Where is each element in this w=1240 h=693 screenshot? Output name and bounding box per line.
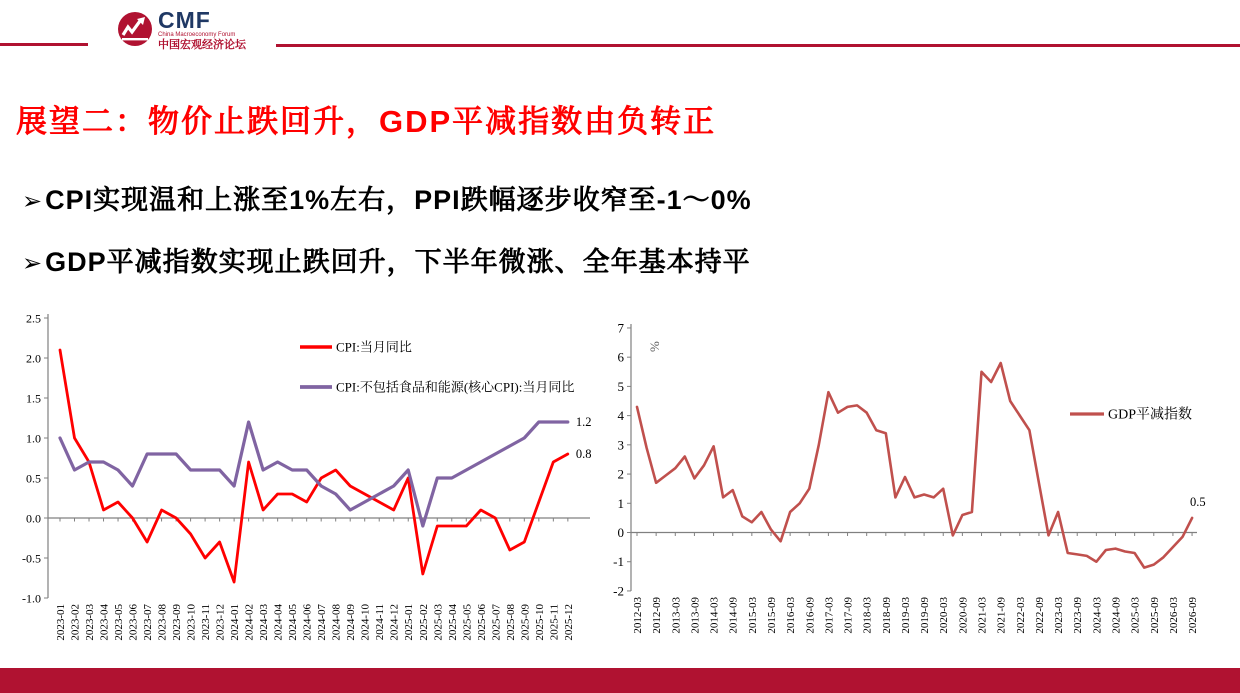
x-tick-label: 2024-02 [243,604,256,641]
x-tick-label: 2015-03 [746,597,759,634]
x-tick-label: 2017-09 [842,597,855,634]
x-tick-label: 2023-03 [84,604,97,641]
x-tick-label: 2024-11 [374,604,387,641]
x-tick-label: 2024-09 [345,604,358,641]
x-tick-label: 2025-12 [562,604,575,641]
bullet-item [22,240,752,279]
cpi-chart [12,308,604,668]
y-tick-label: 2.5 [26,311,41,326]
gdp-deflator-line-0 [637,363,1192,568]
y-tick-label: 0.5 [26,471,41,486]
x-tick-label: 2019-09 [919,597,932,634]
x-tick-label: 2025-09 [519,604,532,641]
y-tick-label: -1 [613,554,624,570]
y-tick-label: 1.5 [26,391,41,406]
x-tick-label: 2014-09 [727,597,740,634]
x-tick-label: 2025-08 [504,604,517,641]
cmf-logo [116,8,266,56]
y-tick-label: 7 [617,320,624,336]
x-tick-label: 2023-02 [69,604,82,641]
x-tick-label: 2024-09 [1110,597,1123,634]
x-tick-label: 2026-09 [1187,597,1200,634]
x-tick-label: 2016-09 [804,597,817,634]
x-tick-label: 2025-09 [1148,597,1161,634]
x-tick-label: 2025-10 [533,604,546,641]
x-tick-label: 2023-01 [55,604,67,641]
cpi-vs-core-cpi-line-1 [60,422,568,526]
bullet-list [22,178,752,302]
y-tick-label: 6 [617,349,624,365]
y-tick-label: -2 [613,583,624,599]
x-tick-label: 2025-11 [548,604,561,641]
bullet-item [22,178,752,217]
x-tick-label: 2024-07 [316,604,329,641]
x-tick-label: 2025-01 [403,604,416,641]
x-tick-label: 2024-01 [229,604,242,641]
x-tick-label: 2023-05 [113,604,126,641]
y-tick-label: 1 [617,495,624,511]
series-end-label: 0.5 [1190,494,1206,509]
y-tick-label: -1.0 [22,591,41,606]
x-tick-label: 2022-03 [1014,597,1027,634]
x-tick-label: 2023-08 [156,604,169,641]
x-tick-label: 2013-09 [689,597,702,634]
y-axis-unit-label: % [647,341,662,352]
y-tick-label: 5 [617,378,624,394]
y-tick-label: 2.0 [26,351,41,366]
legend-label: CPI:当月同比 [336,339,412,355]
x-tick-label: 2018-09 [880,597,893,634]
bullet-text: GDP平减指数实现止跌回升，下半年微涨、全年基本持平 [45,247,751,277]
x-tick-label: 2023-04 [98,604,111,641]
cmf-acronym: CMF [158,7,211,33]
bullet-arrow-icon: ➢ [22,188,44,215]
footer-bar [0,668,1240,693]
series-end-label: 1.2 [575,415,592,429]
x-tick-label: 2024-08 [330,604,343,641]
x-tick-label: 2023-09 [171,604,184,641]
series-end-label: 0.8 [575,447,592,461]
x-tick-label: 2024-12 [388,604,401,641]
y-tick-label: -0.5 [22,551,41,566]
y-tick-label: 0.0 [26,511,41,526]
y-tick-label: 1.0 [26,431,41,446]
legend-label: GDP平减指数 [1108,407,1193,423]
header-rule-left [0,43,88,46]
x-tick-label: 2012-03 [632,597,644,634]
y-tick-label: 2 [617,466,624,482]
x-tick-label: 2014-03 [708,597,721,634]
x-tick-label: 2023-06 [127,604,140,641]
x-tick-label: 2018-03 [861,597,874,634]
cmf-subtitle-en: China Macroeconomy Forum [158,32,236,38]
bullet-text: CPI实现温和上涨至1%左右，PPI跌幅逐步收窄至-1～0% [45,185,752,215]
x-tick-label: 2023-11 [200,604,213,641]
y-tick-label: 3 [617,437,624,453]
x-tick-label: 2025-06 [475,604,488,641]
x-tick-label: 2023-07 [142,604,155,641]
x-tick-label: 2024-10 [359,604,372,641]
x-tick-label: 2016-03 [785,597,798,634]
y-tick-label: 0 [617,525,624,540]
x-tick-label: 2023-12 [214,604,227,641]
x-tick-label: 2025-02 [417,604,430,641]
x-tick-label: 2017-03 [823,597,836,634]
x-tick-label: 2024-06 [301,604,314,641]
x-tick-label: 2022-09 [1033,597,1046,634]
x-tick-label: 2015-09 [765,597,778,634]
x-tick-label: 2023-10 [185,604,198,641]
x-tick-label: 2023-09 [1072,597,1085,634]
cmf-logo-icon [116,10,154,48]
gdp-deflator-chart [604,308,1240,668]
y-tick-label: 4 [617,408,624,424]
x-tick-label: 2012-09 [651,597,664,634]
x-tick-label: 2024-03 [1091,597,1104,634]
cmf-subtitle-cn: 中国宏观经济论坛 [158,39,246,51]
page-title: 展望二：物价止跌回升，GDP平减指数由负转正 [16,104,717,139]
x-tick-label: 2025-03 [1129,597,1142,634]
x-tick-label: 2023-03 [1053,597,1066,634]
x-tick-label: 2025-05 [461,604,474,641]
x-tick-label: 2019-03 [899,597,912,634]
x-tick-label: 2021-09 [995,597,1008,634]
x-tick-label: 2013-03 [670,597,683,634]
x-tick-label: 2025-04 [446,604,459,641]
x-tick-label: 2025-07 [490,604,503,641]
x-tick-label: 2026-03 [1167,597,1180,634]
x-tick-label: 2024-04 [272,604,285,641]
x-tick-label: 2020-03 [938,597,951,634]
x-tick-label: 2025-03 [432,604,445,641]
x-tick-label: 2021-03 [976,597,989,634]
bullet-arrow-icon: ➢ [22,250,44,277]
x-tick-label: 2024-03 [258,604,271,641]
header-rule-right [276,44,1240,47]
x-tick-label: 2020-09 [957,597,970,634]
x-tick-label: 2024-05 [287,604,300,641]
legend-label: CPI:不包括食品和能源(核心CPI):当月同比 [336,379,575,395]
